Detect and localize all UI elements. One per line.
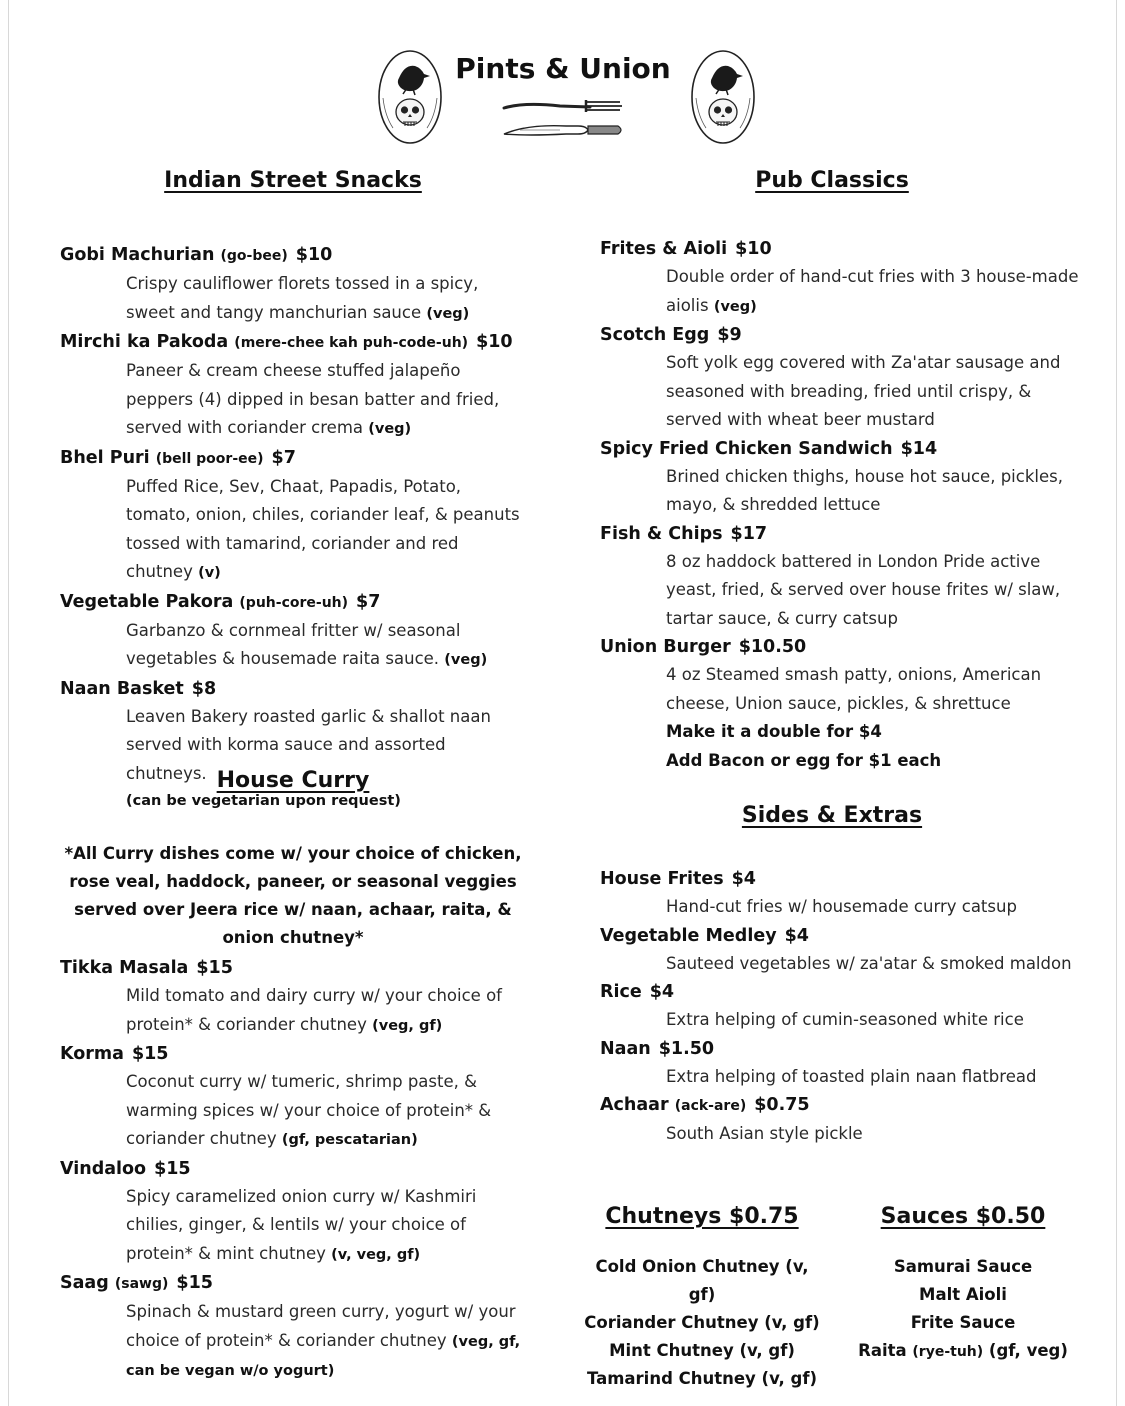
item-price: $4	[731, 869, 756, 889]
item-price: $15	[196, 958, 233, 978]
list-item: Frite Sauce	[910, 1313, 1016, 1332]
item-name: Frites & Aioli	[600, 239, 728, 259]
item-description: Leaven Bakery roasted garlic & shallot naan served with korma sauce and assorted chutneys.	[126, 706, 491, 783]
item-price: $17	[730, 523, 768, 544]
section-title-sides-extras: Sides & Extras	[741, 803, 923, 828]
menu-item	[60, 328, 530, 444]
list-item: Mint Chutney (v, gf)	[609, 1341, 795, 1360]
menu-item	[60, 1155, 530, 1270]
list-item: Malt Aioli	[919, 1285, 1007, 1304]
item-name: Fish & Chips	[600, 523, 723, 544]
menu-item	[600, 865, 1080, 922]
item-name: Raita	[858, 1341, 907, 1360]
dietary-tag: (v, veg, gf)	[331, 1246, 421, 1263]
page-border-left	[8, 0, 9, 1406]
dietary-tag: (gf, veg)	[988, 1341, 1068, 1360]
menu-item	[60, 675, 530, 815]
item-description: Puffed Rice, Sev, Chaat, Papadis, Potato, tomato, onion, chiles, coriander leaf, & peanuts tossed with tamarind, coriander and red chutney	[126, 476, 520, 581]
item-price: $10	[295, 245, 333, 265]
section-title-indian-street-snacks: Indian Street Snacks	[164, 168, 422, 193]
item-price: $15	[131, 1044, 169, 1064]
fork-knife-icon	[500, 96, 628, 144]
item-description: Extra helping of toasted plain naan flatbread	[666, 1066, 1037, 1086]
item-description: Mild tomato and dairy curry w/ your choice of protein* & coriander chutney	[126, 986, 502, 1034]
item-price: $7	[356, 591, 381, 612]
dietary-tag: (veg)	[713, 298, 757, 315]
item-name: Vegetable Pakora	[60, 591, 234, 612]
menu-item	[60, 588, 530, 675]
item-price: $0.75	[754, 1095, 810, 1115]
item-price: $9	[717, 325, 742, 345]
menu-item	[600, 1035, 1080, 1092]
item-price: $7	[271, 447, 296, 468]
item-description: Hand-cut fries w/ housemade curry catsup	[666, 897, 1017, 916]
restaurant-title: Pints & Union	[455, 52, 671, 85]
item-price: $10	[735, 239, 772, 259]
item-description: Sauteed vegetables w/ za'atar & smoked maldon	[666, 953, 1072, 973]
item-pronunciation: (ack-are)	[674, 1098, 747, 1114]
pub-classics-list	[600, 235, 1080, 775]
item-name: Spicy Fried Chicken Sandwich	[600, 438, 893, 459]
item-description: Garbanzo & cornmeal fritter w/ seasonal vegetables & housemade raita sauce.	[126, 620, 461, 668]
item-price: $10.50	[738, 637, 807, 657]
item-name: Union Burger	[600, 637, 731, 657]
menu-item	[600, 922, 1080, 979]
menu-item	[60, 1040, 530, 1155]
section-title-chutneys: Chutneys $0.75	[605, 1204, 799, 1229]
item-name: Saag	[60, 1273, 109, 1293]
item-addon: Add Bacon or egg for $1 each	[666, 750, 942, 770]
item-price: $15	[176, 1273, 213, 1293]
menu-item	[600, 235, 1080, 321]
sides-extras-list	[600, 865, 1080, 1149]
dietary-tag: (veg, gf)	[372, 1017, 443, 1034]
item-description: Spicy caramelized onion curry w/ Kashmiri chilies, ginger, & lentils w/ your choice of protein* & mint chutney	[126, 1186, 477, 1263]
item-name: Rice	[600, 982, 642, 1002]
dietary-tag: (gf, pescatarian)	[281, 1132, 418, 1148]
item-note: (can be vegetarian upon request)	[126, 793, 401, 809]
curry-note: *All Curry dishes come w/ your choice of chicken, rose veal, haddock, paneer, or seasonal veggies served over Jeera rice w/ naan, achaar, raita, & onion chutney*	[64, 844, 522, 947]
item-name: Korma	[60, 1044, 124, 1064]
item-name: House Frites	[600, 869, 724, 889]
item-pronunciation: (bell poor-ee)	[155, 450, 264, 467]
item-price: $1.50	[658, 1038, 715, 1059]
item-description: Coconut curry w/ tumeric, shrimp paste, & warming spices w/ your choice of protein* & coriander chutney	[126, 1072, 492, 1148]
house-curry-list	[60, 954, 530, 1386]
sauces-list	[853, 1253, 1073, 1366]
dietary-tag: (veg, gf, can be vegan w/o yogurt)	[126, 1333, 521, 1379]
item-description: Extra helping of cumin-seasoned white rice	[666, 1010, 1024, 1029]
indian-street-snacks-list	[60, 241, 530, 814]
list-item: Coriander Chutney (v, gf)	[584, 1313, 820, 1332]
menu-item	[60, 954, 530, 1040]
item-name: Bhel Puri	[60, 447, 150, 468]
item-description: Double order of hand-cut fries with 3 house-made aiolis	[666, 267, 1079, 315]
item-pronunciation: (go-bee)	[220, 248, 288, 264]
item-name: Mirchi ka Pakoda	[60, 332, 229, 352]
menu-item	[60, 1269, 530, 1386]
item-pronunciation: (sawg)	[114, 1276, 169, 1292]
item-name: Vindaloo	[60, 1158, 147, 1179]
dietary-tag: (veg)	[426, 305, 470, 322]
dietary-tag: (v)	[198, 565, 221, 581]
item-name: Achaar	[600, 1095, 669, 1115]
item-description: Brined chicken thighs, house hot sauce, pickles, mayo, & shredded lettuce	[666, 466, 1063, 514]
item-price: $15	[154, 1158, 191, 1179]
item-name: Naan Basket	[60, 678, 184, 699]
chutneys-list	[582, 1253, 822, 1393]
item-description: 8 oz haddock battered in London Pride active yeast, fried, & served over house frites w/ slaw, tartar sauce, & curry catsup	[666, 551, 1061, 628]
item-price: $8	[191, 678, 217, 699]
menu-item	[60, 241, 530, 328]
page-border-right	[1116, 0, 1117, 1406]
item-price: $4	[649, 982, 675, 1002]
section-title-house-curry: House Curry	[216, 768, 370, 793]
item-name: Vegetable Medley	[600, 925, 777, 946]
menu-item	[600, 520, 1080, 634]
section-title-pub-classics: Pub Classics	[755, 168, 909, 193]
item-name: Scotch Egg	[600, 325, 710, 345]
menu-item	[600, 321, 1080, 435]
list-item	[853, 1337, 1073, 1366]
item-description: Paneer & cream cheese stuffed jalapeño peppers (4) dipped in besan batter and fried, served with coriander crema	[126, 361, 500, 437]
raven-skull-logo-icon	[690, 48, 756, 146]
dietary-tag: (veg)	[368, 421, 412, 437]
item-pronunciation: (mere-chee kah puh-code-uh)	[234, 335, 469, 351]
menu-item	[600, 1091, 1080, 1149]
menu-item	[600, 633, 1080, 775]
item-description: Soft yolk egg covered with Za'atar sausage and seasoned with breading, fried until crispy, & served with wheat beer mustard	[666, 353, 1061, 429]
menu-item	[600, 978, 1080, 1035]
item-description: South Asian style pickle	[666, 1124, 863, 1143]
item-addon: Make it a double for $4	[666, 722, 882, 741]
item-name: Gobi Machurian	[60, 245, 215, 265]
item-description: Spinach & mustard green curry, yogurt w/ your choice of protein* & coriander chutney	[126, 1302, 516, 1350]
item-price: $14	[900, 438, 938, 459]
item-pronunciation: (puh-core-uh)	[239, 594, 349, 611]
item-price: $10	[476, 332, 513, 352]
item-pronunciation: (rye-tuh)	[912, 1344, 984, 1360]
dietary-tag: (veg)	[444, 652, 488, 668]
menu-item	[60, 444, 530, 588]
list-item: Samurai Sauce	[893, 1257, 1033, 1276]
item-price: $4	[784, 925, 809, 946]
item-name: Naan	[600, 1038, 651, 1059]
section-title-sauces: Sauces $0.50	[880, 1204, 1046, 1229]
menu-item	[600, 435, 1080, 520]
item-description: Crispy cauliflower florets tossed in a spicy, sweet and tangy manchurian sauce	[126, 274, 479, 322]
item-name: Tikka Masala	[60, 958, 189, 978]
item-description: 4 oz Steamed smash patty, onions, American cheese, Union sauce, pickles, & shrettuce	[666, 665, 1042, 713]
list-item: Cold Onion Chutney (v, gf)	[595, 1257, 809, 1304]
list-item: Tamarind Chutney (v, gf)	[586, 1369, 818, 1388]
raven-skull-logo-icon	[377, 48, 443, 146]
